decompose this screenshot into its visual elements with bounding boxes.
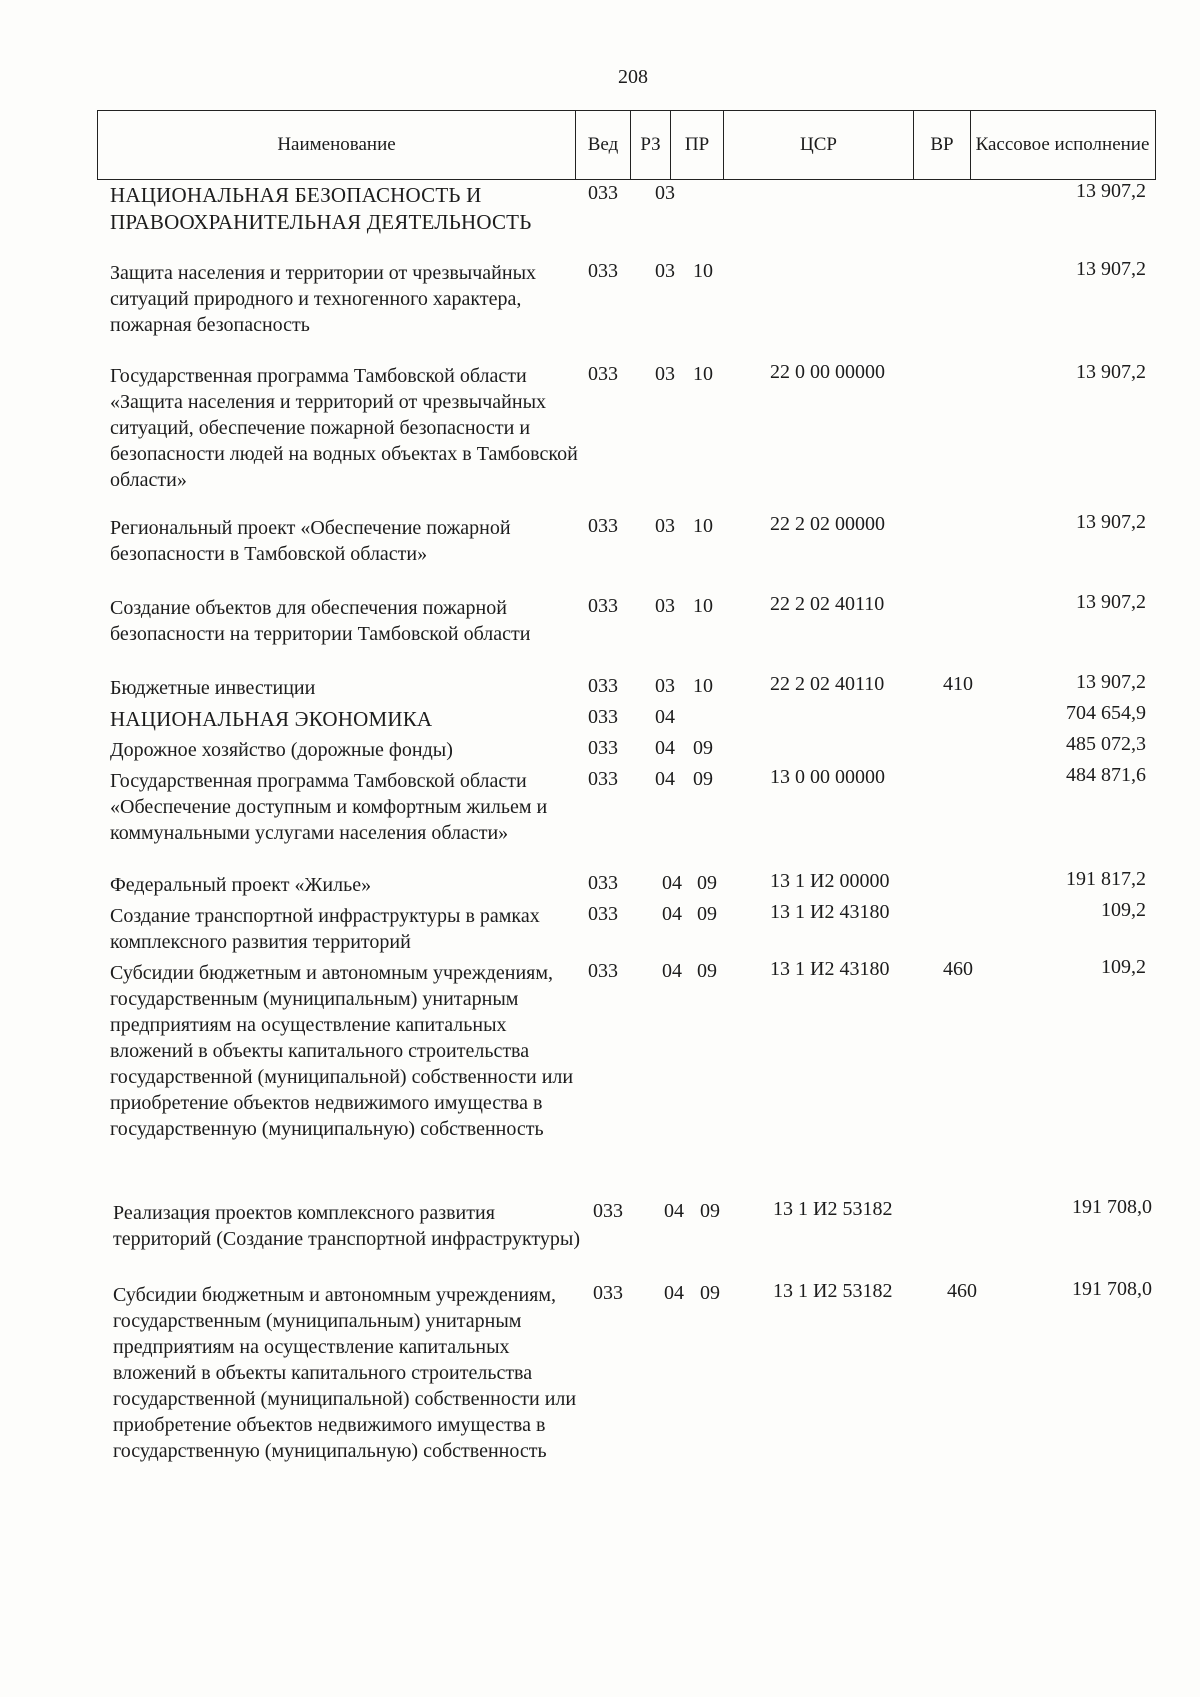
row-ved: 033 — [588, 182, 618, 204]
table-row — [0, 764, 1200, 872]
row-name: Субсидии бюджетным и автономным учреждениям, государственным (муниципальным) унитарным предприятиям на осуществление капитальных вложений в объекты капитального строительства государственной (муниципальной) собственности или приобретение объектов недвижимого имущества в государственную (муниципальную) собственность — [113, 1284, 577, 1462]
row-sum: 704 654,9 — [1066, 702, 1146, 724]
row-csr: 13 1 И2 43180 — [770, 901, 890, 923]
row-name: Защита населения и территории от чрезвычайных ситуаций природного и техногенного характера, пожарная безопасность — [110, 262, 537, 336]
table-row — [0, 899, 1200, 960]
row-pr: 09 — [693, 768, 713, 790]
row-ved: 033 — [593, 1200, 623, 1222]
row-rz: 04 — [664, 1200, 684, 1222]
row-sum: 13 907,2 — [1076, 361, 1146, 383]
row-name: Государственная программа Тамбовской области «Обеспечение доступным и комфортным жильем и коммунальными услугами населения области» — [110, 770, 548, 844]
table-header — [97, 110, 1156, 180]
row-rz: 03 — [655, 260, 675, 282]
row-ved: 033 — [588, 903, 618, 925]
row-name: Субсидии бюджетным и автономным учреждениям, государственным (муниципальным) унитарным предприятиям на осуществление капитальных вложений в объекты капитального строительства государственной (муниципальной) собственности или приобретение объектов недвижимого имущества в государственную (муниципальную) собственность — [110, 962, 574, 1140]
row-rz: 03 — [655, 363, 675, 385]
row-csr: 22 2 02 00000 — [770, 513, 885, 535]
header-ved: Вед — [576, 111, 631, 179]
row-name: Региональный проект «Обеспечение пожарной безопасности в Тамбовской области» — [110, 517, 511, 565]
header-sum: Кассовое исполнение — [975, 134, 1150, 155]
table-row — [0, 671, 1200, 706]
row-sum: 13 907,2 — [1076, 671, 1146, 693]
row-name: Создание транспортной инфраструктуры в рамках комплексного развития территорий — [110, 905, 540, 953]
row-ved: 033 — [588, 260, 618, 282]
row-name: Государственная программа Тамбовской области «Защита населения и территорий от чрезвычайных ситуаций, обеспечение пожарной безопасности и безопасности людей на водных объектах в Тамбовской области» — [110, 365, 578, 491]
row-ved: 033 — [588, 595, 618, 617]
row-name: Создание объектов для обеспечения пожарной безопасности на территории Тамбовской области — [110, 597, 531, 645]
row-name: Дорожное хозяйство (дорожные фонды) — [110, 739, 453, 761]
row-rz: 04 — [662, 903, 682, 925]
row-sum: 109,2 — [1101, 956, 1146, 978]
row-sum: 13 907,2 — [1076, 180, 1146, 202]
row-rz: 04 — [655, 706, 675, 728]
row-csr: 13 1 И2 43180 — [770, 958, 890, 980]
row-rz: 03 — [655, 515, 675, 537]
row-ved: 033 — [588, 872, 618, 894]
header-csr: ЦСР — [724, 111, 914, 179]
table-row — [0, 591, 1200, 675]
row-rz: 04 — [662, 872, 682, 894]
row-sum: 13 907,2 — [1076, 511, 1146, 533]
header-name: Наименование — [98, 111, 576, 179]
table-row — [0, 1196, 1200, 1282]
row-rz: 04 — [655, 737, 675, 759]
row-pr: 09 — [697, 903, 717, 925]
row-csr: 13 1 И2 53182 — [773, 1198, 893, 1220]
table-row — [0, 180, 1200, 260]
row-pr: 09 — [700, 1200, 720, 1222]
table-row — [0, 702, 1200, 737]
row-name: НАЦИОНАЛЬНАЯ ЭКОНОМИКА — [110, 707, 433, 731]
row-sum: 191 708,0 — [1072, 1278, 1152, 1300]
row-sum: 484 871,6 — [1066, 764, 1146, 786]
row-pr: 10 — [693, 675, 713, 697]
row-ved: 033 — [588, 675, 618, 697]
row-rz: 04 — [662, 960, 682, 982]
row-sum: 109,2 — [1101, 899, 1146, 921]
table-row — [0, 260, 1200, 363]
header-vr: ВР — [914, 111, 971, 179]
row-name: Бюджетные инвестиции — [110, 677, 316, 699]
row-csr: 13 0 00 00000 — [770, 766, 885, 788]
header-pr: ПР — [671, 111, 724, 179]
row-rz: 03 — [655, 182, 675, 204]
row-sum: 13 907,2 — [1076, 258, 1146, 280]
row-rz: 04 — [664, 1282, 684, 1304]
table-row — [0, 868, 1200, 903]
row-csr: 13 1 И2 00000 — [770, 870, 890, 892]
row-ved: 033 — [588, 363, 618, 385]
table-row — [0, 1278, 1200, 1522]
row-vr: 460 — [947, 1280, 977, 1302]
row-pr: 10 — [693, 260, 713, 282]
row-pr: 10 — [693, 515, 713, 537]
row-csr: 22 2 02 40110 — [770, 673, 885, 695]
row-vr: 410 — [943, 673, 973, 695]
row-ved: 033 — [588, 768, 618, 790]
row-vr: 460 — [943, 958, 973, 980]
row-ved: 033 — [588, 737, 618, 759]
row-pr: 09 — [693, 737, 713, 759]
row-name: Федеральный проект «Жилье» — [110, 874, 372, 896]
row-ved: 033 — [588, 706, 618, 728]
row-rz: 03 — [655, 595, 675, 617]
table-body — [0, 180, 1200, 1522]
table-row — [0, 511, 1200, 595]
row-ved: 033 — [588, 960, 618, 982]
row-sum: 485 072,3 — [1066, 733, 1146, 755]
row-sum: 191 708,0 — [1072, 1196, 1152, 1218]
header-rz: РЗ — [631, 111, 671, 179]
row-pr: 10 — [693, 363, 713, 385]
row-csr: 13 1 И2 53182 — [773, 1280, 893, 1302]
row-pr: 09 — [697, 960, 717, 982]
row-sum: 13 907,2 — [1076, 591, 1146, 613]
row-pr: 10 — [693, 595, 713, 617]
row-name: Реализация проектов комплексного развития территорий (Создание транспортной инфраструктуры) — [113, 1202, 580, 1250]
row-sum: 191 817,2 — [1066, 868, 1146, 890]
row-rz: 03 — [655, 675, 675, 697]
row-ved: 033 — [593, 1282, 623, 1304]
row-name: НАЦИОНАЛЬНАЯ БЕЗОПАСНОСТЬ И ПРАВООХРАНИТЕЛЬНАЯ ДЕЯТЕЛЬНОСТЬ — [110, 183, 532, 234]
row-ved: 033 — [588, 515, 618, 537]
row-pr: 09 — [697, 872, 717, 894]
row-csr: 22 2 02 40110 — [770, 593, 885, 615]
row-rz: 04 — [655, 768, 675, 790]
table-row — [0, 733, 1200, 768]
row-csr: 22 0 00 00000 — [770, 361, 885, 383]
row-pr: 09 — [700, 1282, 720, 1304]
table-row — [0, 956, 1200, 1200]
table-row — [0, 363, 1200, 515]
page-number: 208 — [618, 66, 648, 88]
